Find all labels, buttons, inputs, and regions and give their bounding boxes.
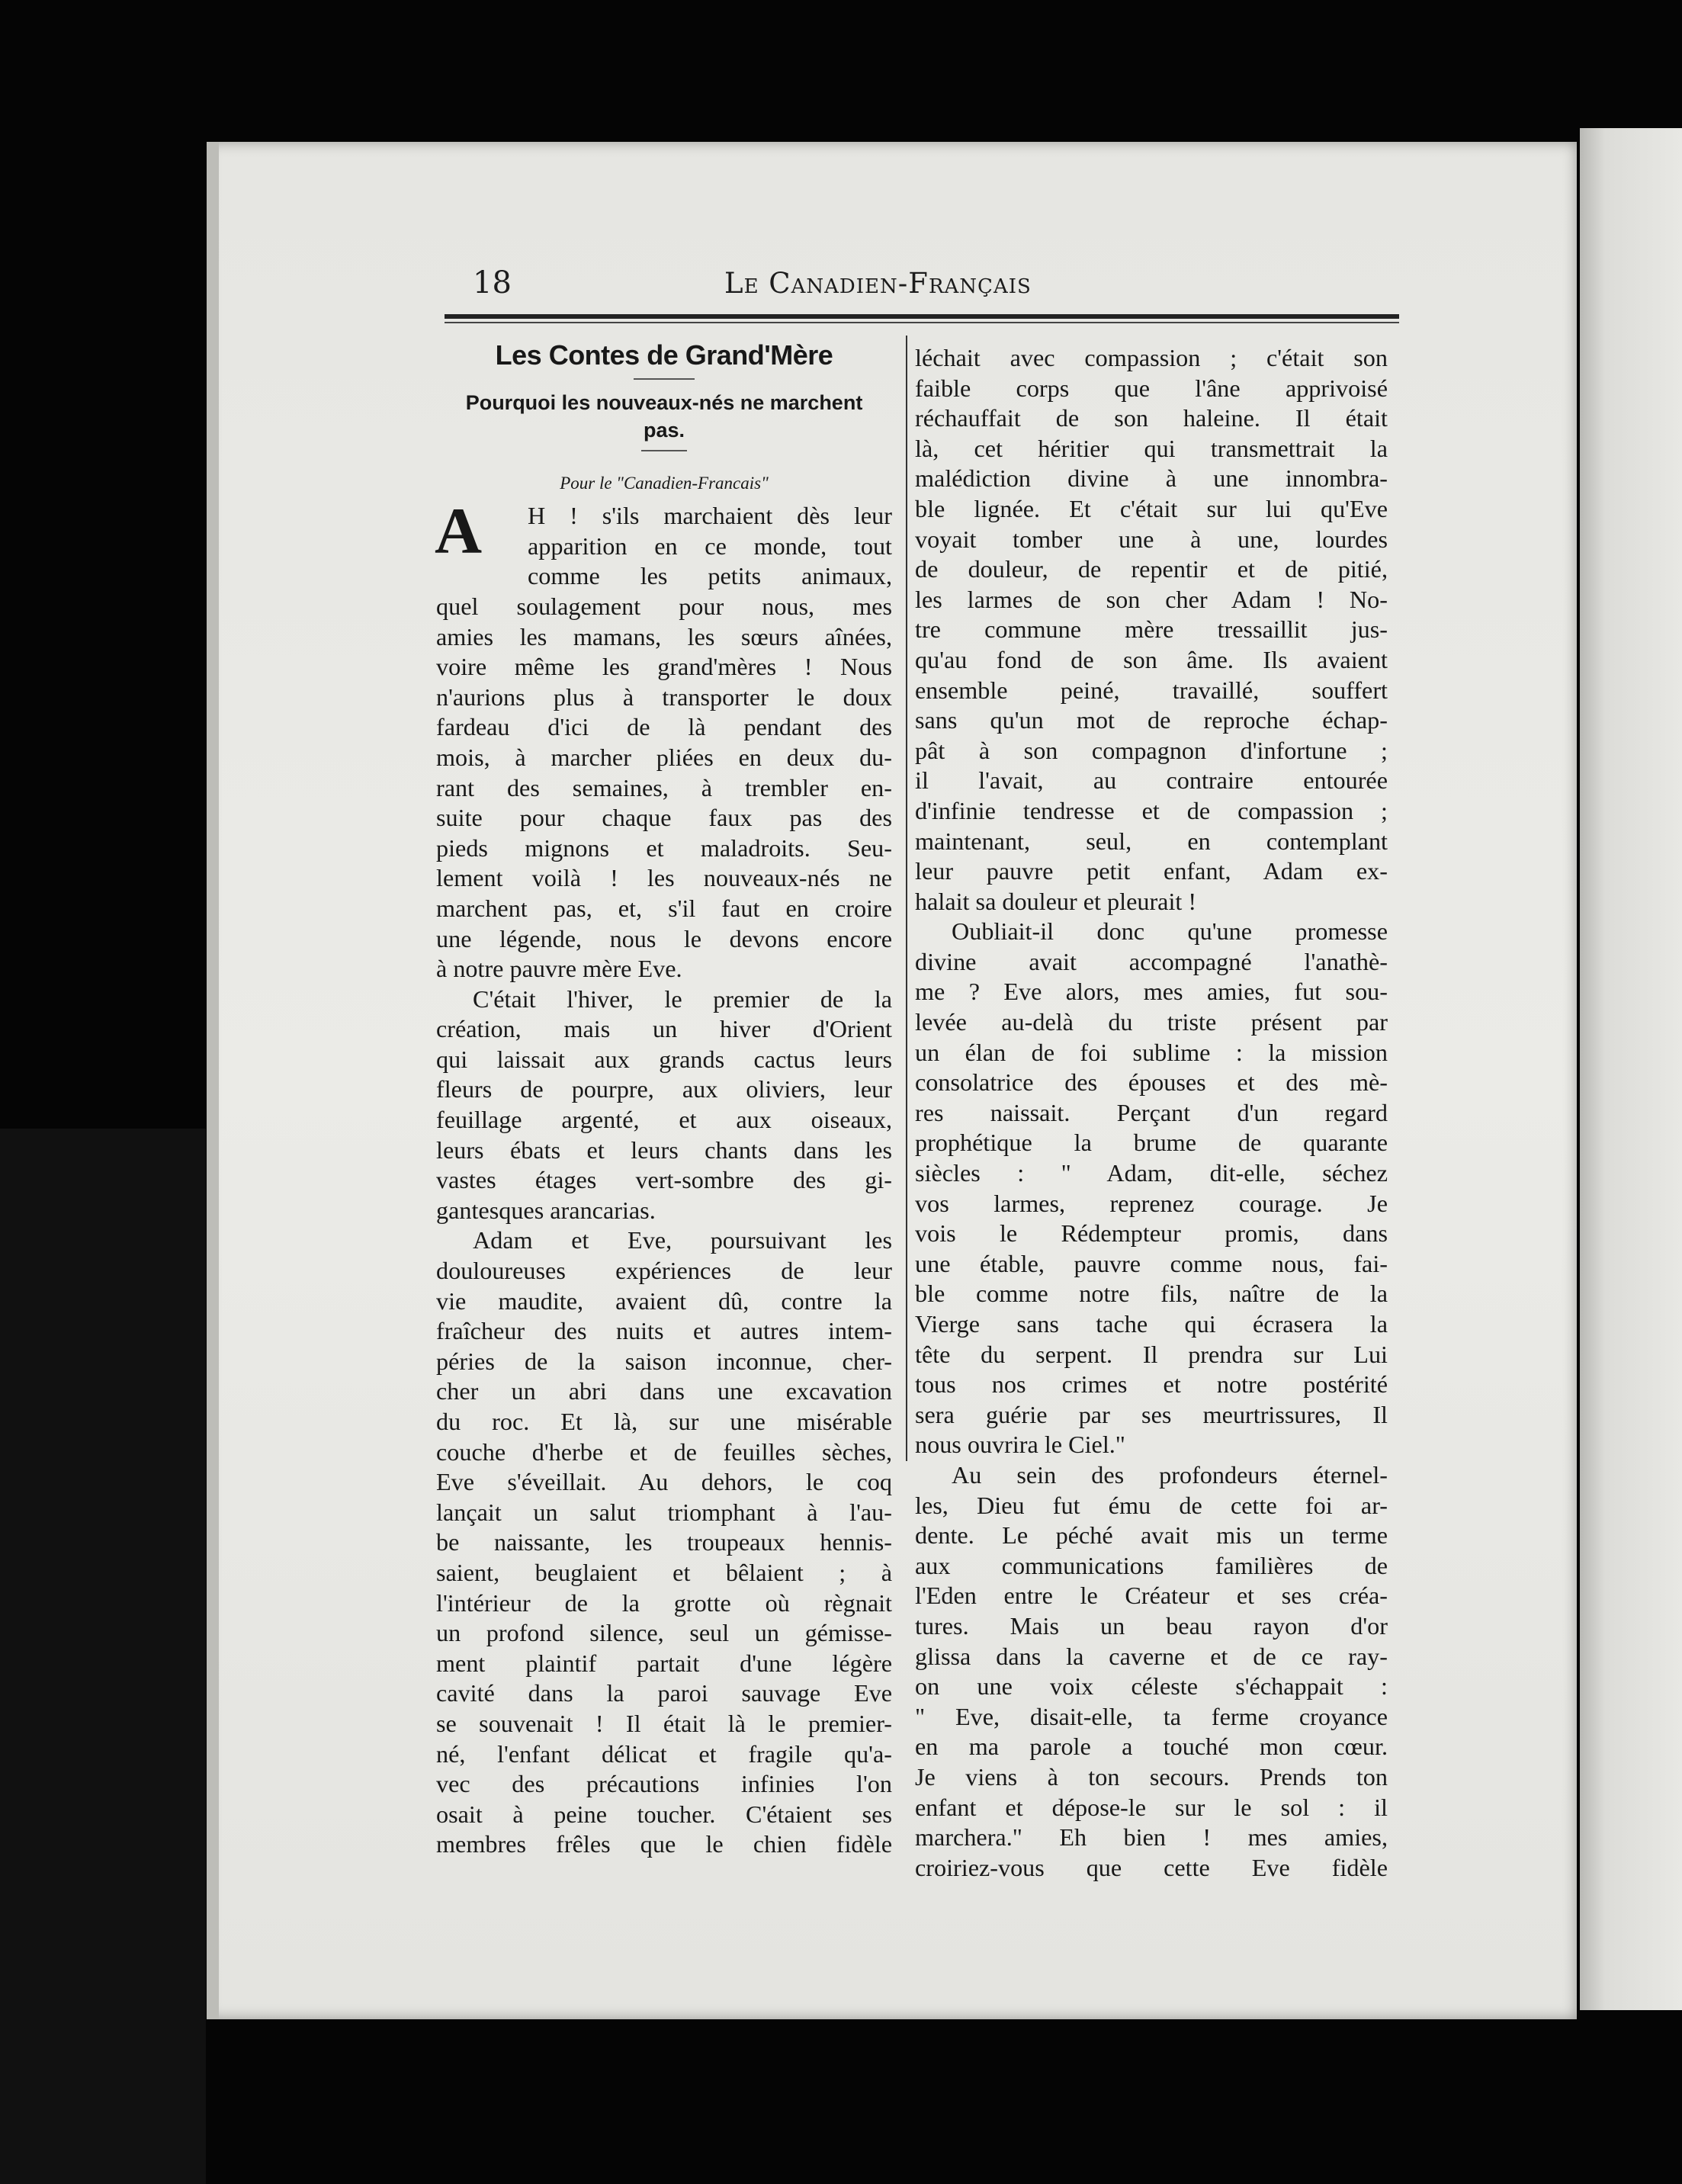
text-line: ble lignée. Et c'était sur lui qu'Eve	[915, 494, 1388, 522]
text-line: apparition en ce monde, tout	[528, 532, 892, 560]
text-line: quel soulagement pour nous, mes	[436, 592, 892, 620]
text-line: tête du serpent. Il prendra sur Lui	[915, 1340, 1388, 1368]
text-line: les larmes de son cher Adam ! No-	[915, 585, 1388, 613]
text-line: divine avait accompagné l'anathè-	[915, 947, 1388, 975]
text-line: vois le Rédempteur promis, dans	[915, 1219, 1388, 1248]
text-line: à notre pauvre mère Eve.	[436, 955, 682, 983]
text-line: membres frêles que le chien fidèle	[436, 1830, 892, 1858]
text-line: amies les mamans, les sœurs aînées,	[436, 622, 892, 650]
text-line: comme les petits animaux,	[528, 562, 892, 590]
article-title: Les Contes de Grand'Mère	[495, 339, 833, 371]
text-line: croiriez-vous que cette Eve fidèle	[915, 1853, 1388, 1881]
text-line: consolatrice des épouses et des mè-	[915, 1068, 1388, 1097]
text-line: glissa dans la caverne et de ce ray-	[915, 1642, 1388, 1670]
text-line: ment plaintif partait d'une légère	[436, 1649, 892, 1677]
text-line: ensemble peiné, travaillé, souffert	[915, 676, 1388, 704]
text-line: prophétique la brume de quarante	[915, 1129, 1388, 1157]
facing-page-edge	[1580, 128, 1682, 2010]
text-line: osait à peine toucher. C'étaient ses	[436, 1800, 892, 1828]
text-line: " Eve, disait-elle, ta ferme croyance	[915, 1702, 1388, 1730]
text-line: on une voix céleste s'échappait :	[915, 1672, 1388, 1701]
page-number: 18	[473, 265, 512, 300]
text-line: saient, beuglaient et bêlaient ; à	[436, 1558, 892, 1586]
text-line: vastes étages vert-sombre des gi-	[436, 1166, 892, 1194]
text-line: mois, à marcher pliées en deux du-	[436, 743, 892, 771]
text-line: là, cet héritier qui transmettrait la	[915, 434, 1388, 462]
text-line: léchait avec compassion ; c'était son	[915, 344, 1388, 371]
text-line: réchauffait de son haleine. Il était	[915, 404, 1388, 432]
text-line: se souvenait ! Il était là le premier-	[436, 1709, 892, 1737]
text-line: l'intérieur de la grotte où règnait	[436, 1588, 892, 1617]
text-line: création, mais un hiver d'Orient	[436, 1015, 892, 1043]
text-line: aux communications familières de	[915, 1551, 1388, 1579]
header-rule	[445, 314, 1399, 319]
text-line: un profond silence, seul un gémisse-	[436, 1619, 892, 1647]
text-line: péries de la saison inconnue, cher-	[436, 1347, 892, 1375]
text-line: cher un abri dans une excavation	[436, 1377, 892, 1405]
text-line: vos larmes, reprenez courage. Je	[915, 1189, 1388, 1217]
text-line: be naissante, les troupeaux hennis-	[436, 1528, 892, 1556]
text-line: halait sa douleur et pleurait !	[915, 887, 1197, 915]
text-line: né, l'enfant délicat et fragile qu'a-	[436, 1739, 892, 1768]
text-line: Eve s'éveillait. Au dehors, le coq	[436, 1468, 892, 1496]
text-line: une légende, nous le devons encore	[436, 924, 892, 952]
text-line: sans qu'un mot de reproche échap-	[915, 706, 1388, 734]
text-line: me ? Eve alors, mes amies, fut sou-	[915, 978, 1388, 1006]
text-line: voire même les grand'mères ! Nous	[436, 653, 892, 681]
text-line: ble comme notre fils, naître de la	[915, 1280, 1388, 1308]
text-line: pieds mignons et maladroits. Seu-	[436, 833, 892, 862]
text-line: maintenant, seul, en contemplant	[915, 827, 1388, 855]
text-line: l'Eden entre le Créateur et ses créa-	[915, 1582, 1388, 1610]
text-line: d'infinie tendresse et de compassion ;	[915, 796, 1388, 824]
article-byline: Pour le "Canadien-Francais"	[560, 473, 769, 493]
text-line: du roc. Et là, sur une misérable	[436, 1408, 892, 1435]
subtitle-divider	[641, 450, 687, 451]
text-line: marchera." Eh bien ! mes amies,	[915, 1823, 1388, 1852]
left-column-body	[435, 494, 892, 1860]
text-line: Adam et Eve, poursuivant les	[473, 1226, 892, 1254]
text-line: tures. Mais un beau rayon d'or	[915, 1611, 1388, 1640]
text-line: dente. Le péché avait mis un terme	[915, 1521, 1388, 1550]
text-line: de douleur, de repentir et de pitié,	[915, 555, 1388, 583]
text-line: qui laissait aux grands cactus leurs	[436, 1045, 892, 1073]
text-line: malédiction divine à une innombra-	[915, 464, 1388, 493]
text-line: voyait tomber une à une, lourdes	[915, 525, 1388, 553]
text-line: enfant et dépose-le sur le sol : il	[915, 1793, 1388, 1821]
text-line: cavité dans la paroi sauvage Eve	[436, 1679, 892, 1707]
text-line: fardeau d'ici de là pendant des	[436, 713, 892, 741]
text-line: C'était l'hiver, le premier de la	[473, 984, 892, 1013]
text-line: rant des semaines, à trembler en-	[436, 773, 892, 801]
text-line: fraîcheur des nuits et autres intem-	[436, 1317, 892, 1345]
text-line: un élan de foi sublime : la mission	[915, 1038, 1388, 1066]
text-line: tous nos crimes et notre postérité	[915, 1370, 1388, 1399]
text-line: Je viens à ton secours. Prends ton	[915, 1762, 1388, 1791]
text-line: siècles : " Adam, dit-elle, séchez	[915, 1159, 1388, 1187]
text-line: sera guérie par ses meurtrissures, Il	[915, 1400, 1388, 1428]
column-divider	[906, 336, 907, 1461]
text-line: faible corps que l'âne apprivoisé	[915, 374, 1388, 402]
text-line: marchent pas, et, s'il faut en croire	[436, 894, 892, 922]
text-line: Vierge sans tache qui écrasera la	[915, 1310, 1388, 1338]
text-line: vec des précautions infinies l'on	[436, 1770, 892, 1798]
page-binding-edge	[207, 142, 219, 2019]
right-column	[915, 343, 1388, 1883]
text-line: une étable, pauvre comme nous, fai-	[915, 1249, 1388, 1277]
scan-background	[0, 1129, 206, 2184]
text-line: lançait un salut triomphant à l'au-	[436, 1498, 892, 1526]
text-line: H ! s'ils marchaient dès leur	[528, 502, 892, 530]
text-line: n'aurions plus à transporter le doux	[436, 682, 892, 711]
running-header	[442, 265, 1400, 311]
text-line: res naissait. Perçant d'un regard	[915, 1098, 1388, 1126]
text-line: douloureuses expériences de leur	[436, 1257, 892, 1285]
left-column	[436, 331, 892, 1860]
text-line: pât à son compagnon d'infortune ;	[915, 736, 1388, 764]
text-line: levée au-delà du triste présent par	[915, 1008, 1388, 1036]
text-line: qu'au fond de son âme. Ils avaient	[915, 645, 1388, 673]
article-subtitle: Pourquoi les nouveaux-nés ne marchent pas.	[465, 390, 863, 442]
text-line: en ma parole a touché mon cœur.	[915, 1733, 1388, 1761]
title-divider	[634, 378, 695, 380]
text-line: feuillage argenté, et aux oiseaux,	[436, 1106, 892, 1134]
text-line: Au sein des profondeurs éternel-	[952, 1460, 1388, 1489]
text-line: il l'avait, au contraire entourée	[915, 766, 1388, 795]
text-line: leurs ébats et leurs chants dans les	[436, 1135, 892, 1164]
text-line: leur pauvre petit enfant, Adam ex-	[915, 857, 1388, 885]
text-line: fleurs de pourpre, aux oliviers, leur	[436, 1075, 892, 1103]
text-line: Oubliait-il donc qu'une promesse	[952, 917, 1388, 946]
drop-cap: A	[435, 494, 483, 568]
text-line: couche d'herbe et de feuilles sèches,	[436, 1437, 892, 1466]
text-line: les, Dieu fut ému de cette foi ar-	[915, 1491, 1388, 1519]
text-line: lement voilà ! les nouveaux-nés ne	[436, 864, 892, 892]
running-title: Le Canadien-Français	[724, 267, 1032, 300]
text-line: vie maudite, avaient dû, contre la	[436, 1286, 892, 1315]
text-line: nous ouvrira le Ciel."	[915, 1431, 1125, 1459]
text-line: gantesques arancarias.	[436, 1196, 656, 1224]
text-line: suite pour chaque faux pas des	[436, 804, 892, 832]
header-rule-thin	[445, 322, 1399, 323]
text-line: tre commune mère tressaillit jus-	[915, 615, 1388, 644]
